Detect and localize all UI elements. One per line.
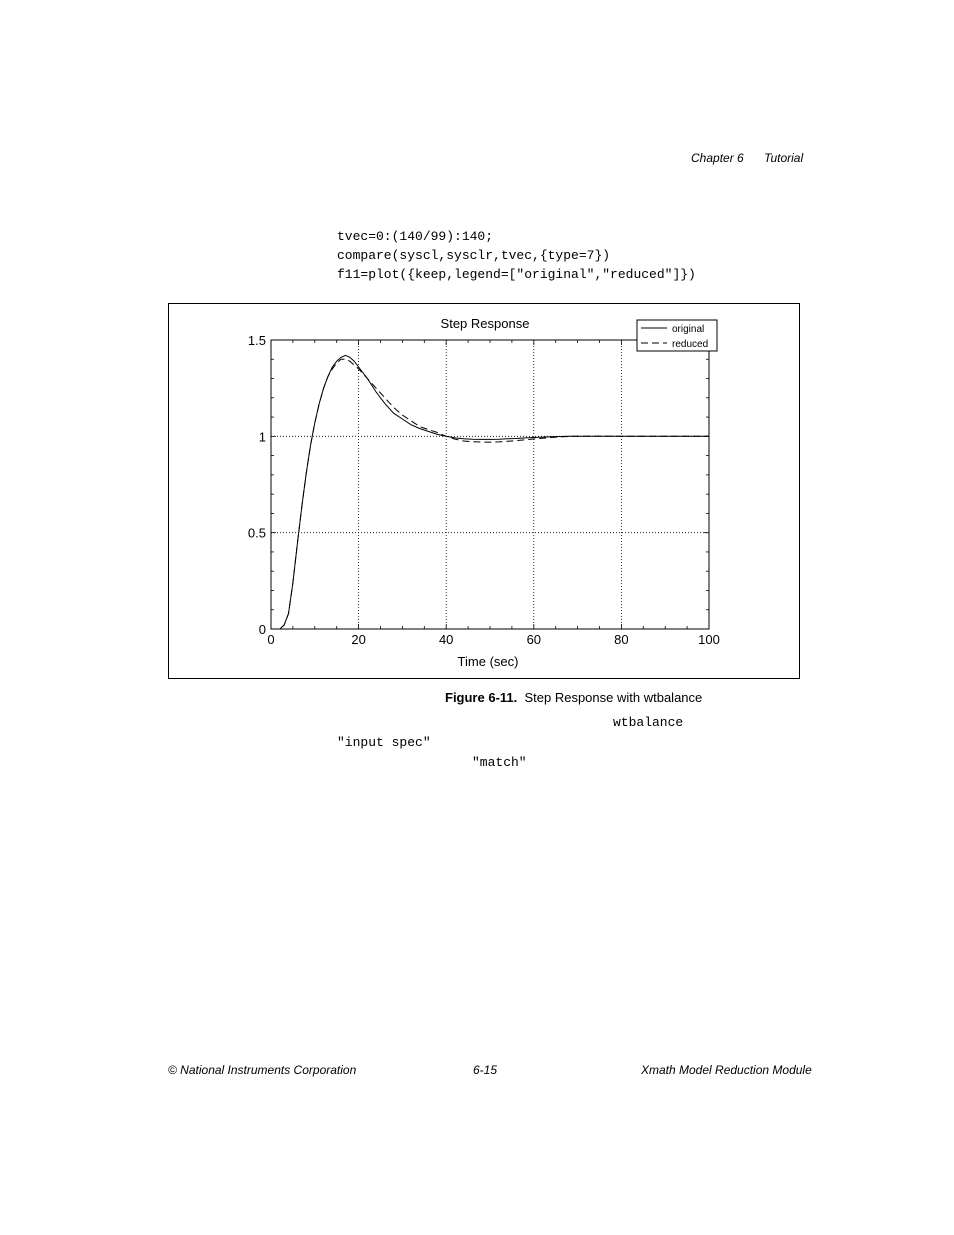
body-input-spec: "input spec" xyxy=(337,735,431,750)
legend-label-reduced: reduced xyxy=(672,339,709,350)
x-tick-label: 100 xyxy=(698,632,720,647)
header-chapter: Chapter 6 xyxy=(691,151,744,165)
y-tick-label: 1 xyxy=(258,429,266,445)
body-wtbalance: wtbalance xyxy=(613,715,684,730)
body-match: "match" xyxy=(472,755,527,770)
figure-label: Figure 6-11. xyxy=(445,690,518,705)
series-line-reduced xyxy=(271,359,709,629)
footer-right: Xmath Model Reduction Module xyxy=(641,1063,812,1077)
x-tick-label: 80 xyxy=(614,632,629,647)
series-line-original xyxy=(271,355,709,629)
figure-text: Step Response with wtbalance xyxy=(524,690,703,705)
figure-caption xyxy=(445,690,702,705)
footer-left: © National Instruments Corporation xyxy=(168,1063,357,1077)
y-tick-label: 1.5 xyxy=(247,333,266,348)
code-line-1: tvec=0:(140/99):140; xyxy=(337,229,494,244)
code-line-2: compare(syscl,sysclr,tvec,{type=7}) xyxy=(337,248,611,263)
y-tick-label: 0.5 xyxy=(247,525,266,541)
chart-title: Step Response xyxy=(440,316,530,331)
x-tick-label: 40 xyxy=(438,632,454,647)
x-tick-label: 60 xyxy=(526,632,542,647)
code-line-3: f11=plot({keep,legend=["original","reduced"]}) xyxy=(337,267,696,282)
plot-area-frame xyxy=(271,340,709,629)
step-response-chart xyxy=(169,304,799,678)
legend-label-original: original xyxy=(672,324,705,335)
y-tick-label: 0 xyxy=(258,622,266,637)
x-axis-label: Time (sec) xyxy=(457,654,519,669)
x-tick-label: 0 xyxy=(267,632,275,647)
header-section: Tutorial xyxy=(764,151,804,165)
x-tick-label: 20 xyxy=(351,632,366,647)
figure-frame xyxy=(168,303,800,679)
footer-center: 6-15 xyxy=(473,1063,498,1077)
